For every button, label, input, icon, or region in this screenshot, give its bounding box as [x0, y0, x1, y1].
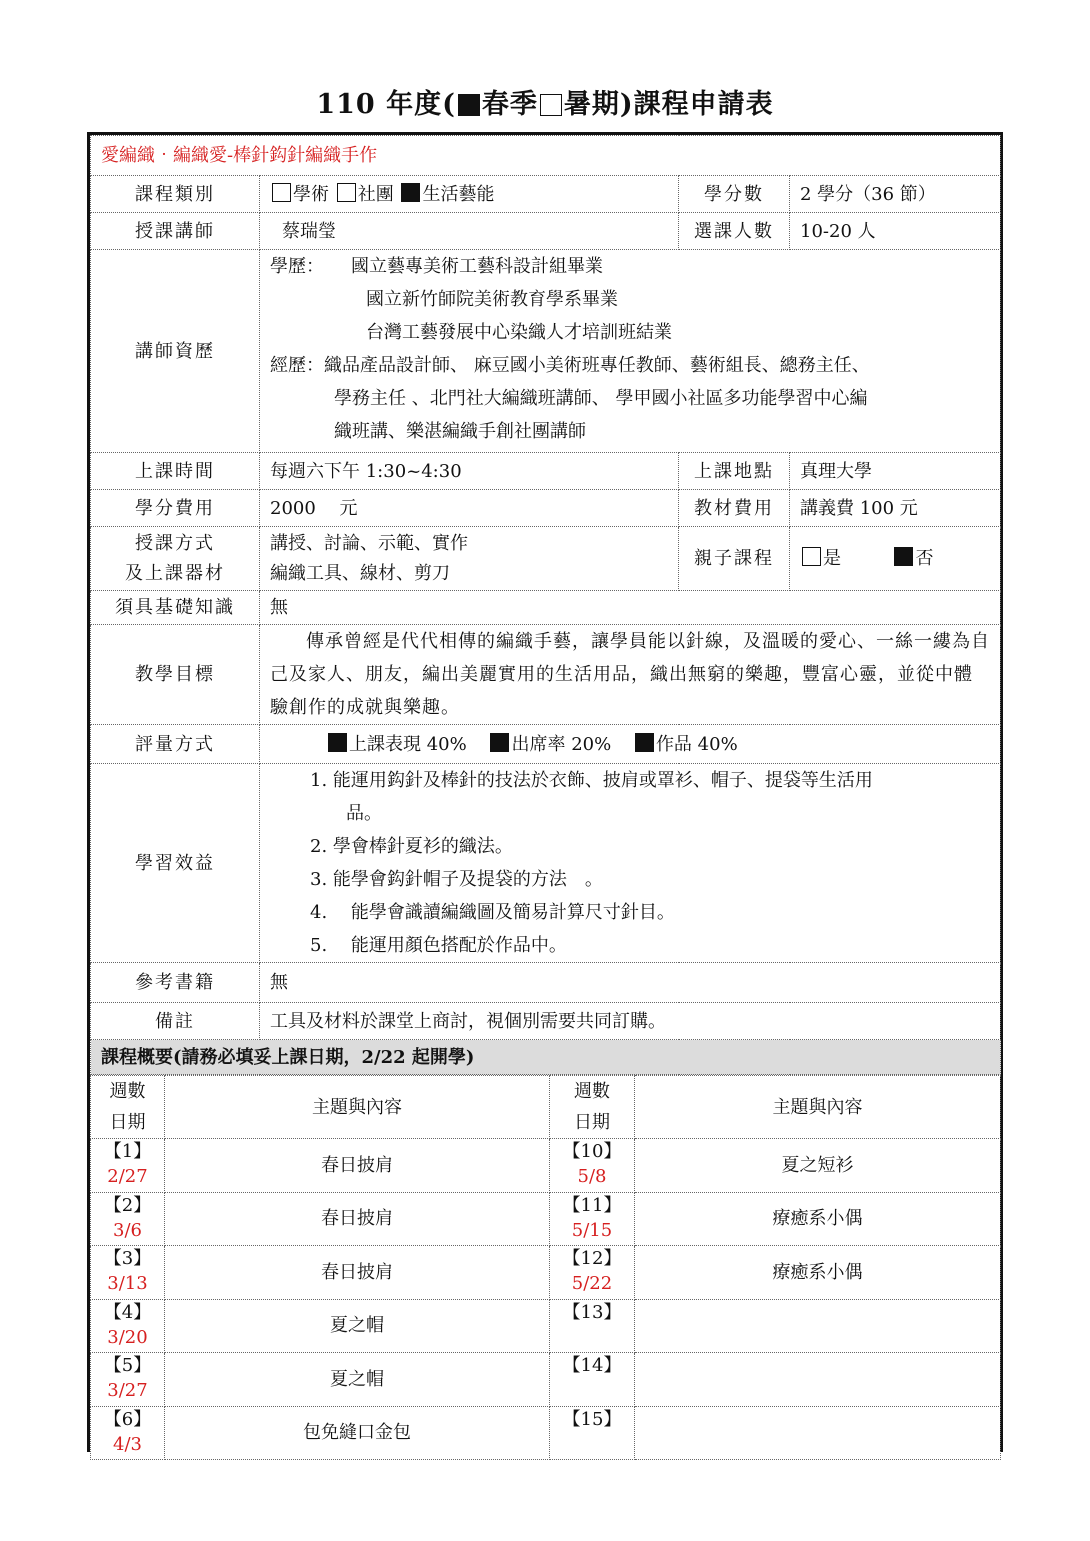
date-header-text: 日期: [109, 1112, 146, 1133]
method-label-line-1: 授課方式: [135, 532, 215, 554]
method-value-line-1: 講授、討論、示範、實作: [270, 532, 468, 554]
week-cell: [550, 1192, 635, 1246]
note-value: 工具及材料於課堂上商討，視個別需要共同訂購。: [260, 1003, 1001, 1040]
week-cell: [550, 1246, 635, 1300]
bio-label: 講師資歷: [91, 250, 260, 453]
week-number: 【1】: [103, 1141, 152, 1162]
method-label: [91, 527, 260, 591]
ref-value: 無: [260, 963, 1001, 1003]
fee-label: 學分費用: [91, 490, 260, 527]
material-label: 教材費用: [679, 490, 790, 527]
teacher-label: 授課講師: [91, 213, 260, 250]
schedule-row: [91, 1246, 1001, 1300]
course-name: 愛編織‧編織愛-棒針鈎針編織手作: [91, 136, 1001, 176]
schedule-row: [91, 1139, 1001, 1193]
outline-heading: 課程概要(請務必填妥上課日期，2/22 起開學): [91, 1040, 1001, 1075]
enroll-value: 10-20 人: [790, 213, 1001, 250]
club-option-label: 社團: [357, 183, 394, 205]
note-label: 備註: [91, 1003, 260, 1040]
week-date: 4/3: [113, 1433, 142, 1455]
week-number: 【4】: [103, 1301, 152, 1323]
week-number: 【5】: [103, 1355, 152, 1376]
goal-label: 教學目標: [91, 625, 260, 725]
time-value: 每週六下午 1:30~4:30: [260, 453, 679, 490]
benefit-line: 5. 能運用顏色搭配於作品中。: [310, 935, 567, 956]
method-value: [260, 527, 679, 591]
family-label: 親子課程: [679, 527, 790, 591]
category-options: [260, 176, 679, 213]
week-cell: [91, 1299, 165, 1353]
category-label: 課程類別: [91, 176, 260, 213]
week-topic: 春日披肩: [165, 1246, 550, 1300]
topic-header-right: 主題與內容: [635, 1076, 1001, 1139]
week-topic: 包免縫口金包: [165, 1406, 550, 1460]
week-cell: [91, 1353, 165, 1407]
place-value: 真理大學: [790, 453, 1001, 490]
week-topic: 夏之帽: [165, 1299, 550, 1353]
fee-value: 2000 元: [260, 490, 679, 527]
week-header-text: 週數: [109, 1081, 146, 1102]
bio-line: 學歷： 國立藝專美術工藝科設計組畢業: [270, 256, 603, 277]
schedule-row: [91, 1353, 1001, 1407]
prereq-value: 無: [260, 591, 1001, 625]
schedule-row: [91, 1406, 1001, 1460]
week-topic: [635, 1353, 1001, 1407]
benefit-label: 學習效益: [91, 764, 260, 963]
benefit-line: 2. 學會棒針夏衫的織法。: [310, 836, 513, 857]
life-arts-option-label: 生活藝能: [422, 183, 495, 205]
week-date: 3/13: [107, 1273, 148, 1294]
week-topic: 春日披肩: [165, 1139, 550, 1193]
course-info-table: [90, 135, 1001, 1075]
summer-checkbox[interactable]: [540, 94, 562, 116]
eval-label: 評量方式: [91, 725, 260, 764]
eval-attendance-checkbox[interactable]: [490, 733, 509, 752]
schedule-row: [91, 1299, 1001, 1353]
benefit-line: 3. 能學會鈎針帽子及提袋的方法 。: [310, 869, 603, 890]
teacher-value: 蔡瑞瑩: [260, 213, 679, 250]
week-topic: 夏之短衫: [635, 1139, 1001, 1193]
family-yes-checkbox[interactable]: [802, 547, 821, 566]
page-title: [0, 82, 1090, 121]
week-date: 5/22: [571, 1273, 613, 1294]
week-cell: [550, 1406, 635, 1460]
week-date: 5/8: [577, 1166, 607, 1187]
spring-checkbox[interactable]: [458, 94, 480, 116]
week-cell: [91, 1139, 165, 1193]
week-date: 3/27: [107, 1380, 148, 1401]
week-topic: 療癒系小偶: [635, 1192, 1001, 1246]
week-cell: [91, 1192, 165, 1246]
method-label-line-2: 及上課器材: [125, 562, 225, 584]
week-number: 【15】: [562, 1408, 622, 1430]
benefit-list: [260, 764, 1001, 963]
eval-performance-label: 上課表現 40%: [349, 733, 467, 755]
material-value: 講義費 100 元: [790, 490, 1001, 527]
credits-label: 學分數: [679, 176, 790, 213]
bio-line: 經歷：織品產品設計師、 麻豆國小美術班專任教師、藝術組長、總務主任、: [270, 355, 870, 376]
family-options: [790, 527, 1001, 591]
eval-attendance-label: 出席率 20%: [511, 733, 612, 755]
title-summer: 暑期)課程申請表: [563, 89, 774, 120]
ref-label: 參考書籍: [91, 963, 260, 1003]
week-date: 2/27: [107, 1166, 148, 1187]
week-topic: [635, 1299, 1001, 1353]
week-number: 【14】: [562, 1355, 622, 1376]
week-cell: [91, 1246, 165, 1300]
eval-work-label: 作品 40%: [655, 733, 738, 755]
bio-line: 織班講、樂湛編織手創社團講師: [334, 421, 586, 442]
week-date: 3/6: [113, 1219, 142, 1241]
life-arts-checkbox[interactable]: [401, 183, 420, 202]
family-yes-label: 是: [823, 548, 841, 569]
schedule-row: [91, 1192, 1001, 1246]
academic-option-label: 學術: [293, 183, 329, 205]
goal-value: 傳承曾經是代代相傳的編織手藝，讓學員能以針線，及溫暖的愛心、一絲一縷為自己及家人、朋友，編出美麗實用的生活用品，織出無窮的樂趣，豐富心靈，並從中體驗創作的成就與樂趣。: [260, 625, 1001, 725]
place-label: 上課地點: [679, 453, 790, 490]
week-cell: [550, 1353, 635, 1407]
club-checkbox[interactable]: [337, 183, 356, 202]
prereq-label: 須具基礎知識: [91, 591, 260, 625]
bio-line: 台灣工藝發展中心染織人才培訓班結業: [366, 322, 672, 343]
credits-value: 2 學分（36 節）: [790, 176, 1001, 213]
week-topic: 春日披肩: [165, 1192, 550, 1246]
date-header-text: 日期: [574, 1112, 610, 1133]
week-header-left: [91, 1076, 165, 1139]
enroll-label: 選課人數: [679, 213, 790, 250]
week-header-text: 週數: [574, 1081, 610, 1102]
week-header-right: [550, 1076, 635, 1139]
title-spring: 春季: [481, 89, 538, 120]
bio-content: [260, 250, 1001, 453]
week-cell: [550, 1299, 635, 1353]
topic-header-left: 主題與內容: [165, 1076, 550, 1139]
benefit-line: 1. 能運用鈎針及棒針的技法於衣飾、披肩或罩衫、帽子、提袋等生活用: [310, 770, 873, 791]
eval-options: [260, 725, 1001, 764]
week-number: 【12】: [562, 1248, 622, 1269]
benefit-line: 品。: [346, 803, 382, 824]
week-date: 5/15: [571, 1219, 613, 1241]
weekly-schedule-table: [90, 1075, 1001, 1460]
academic-checkbox[interactable]: [272, 183, 291, 202]
week-date: 3/20: [107, 1326, 148, 1348]
benefit-line: 4. 能學會識讀編織圖及簡易計算尺寸針目。: [310, 902, 675, 923]
time-label: 上課時間: [91, 453, 260, 490]
week-number: 【2】: [103, 1194, 152, 1216]
bio-line: 國立新竹師院美術教育學系畢業: [366, 289, 618, 310]
week-number: 【3】: [103, 1248, 152, 1269]
title-prefix: 110 年度(: [316, 89, 456, 120]
week-topic: 夏之帽: [165, 1353, 550, 1407]
family-no-label: 否: [915, 548, 934, 569]
week-number: 【13】: [562, 1301, 622, 1323]
week-number: 【6】: [103, 1408, 152, 1430]
week-number: 【11】: [562, 1194, 622, 1216]
application-form: [87, 132, 1003, 1455]
method-value-line-2: 編織工具、線材、剪刀: [270, 562, 450, 584]
week-topic: [635, 1406, 1001, 1460]
eval-work-checkbox[interactable]: [635, 733, 654, 752]
eval-performance-checkbox[interactable]: [328, 733, 347, 752]
family-no-checkbox[interactable]: [894, 547, 913, 566]
week-topic: 療癒系小偶: [635, 1246, 1001, 1300]
week-cell: [91, 1406, 165, 1460]
week-cell: [550, 1139, 635, 1193]
bio-line: 學務主任 、北門社大編織班講師、 學甲國小社區多功能學習中心編: [334, 388, 868, 409]
week-number: 【10】: [562, 1141, 622, 1162]
